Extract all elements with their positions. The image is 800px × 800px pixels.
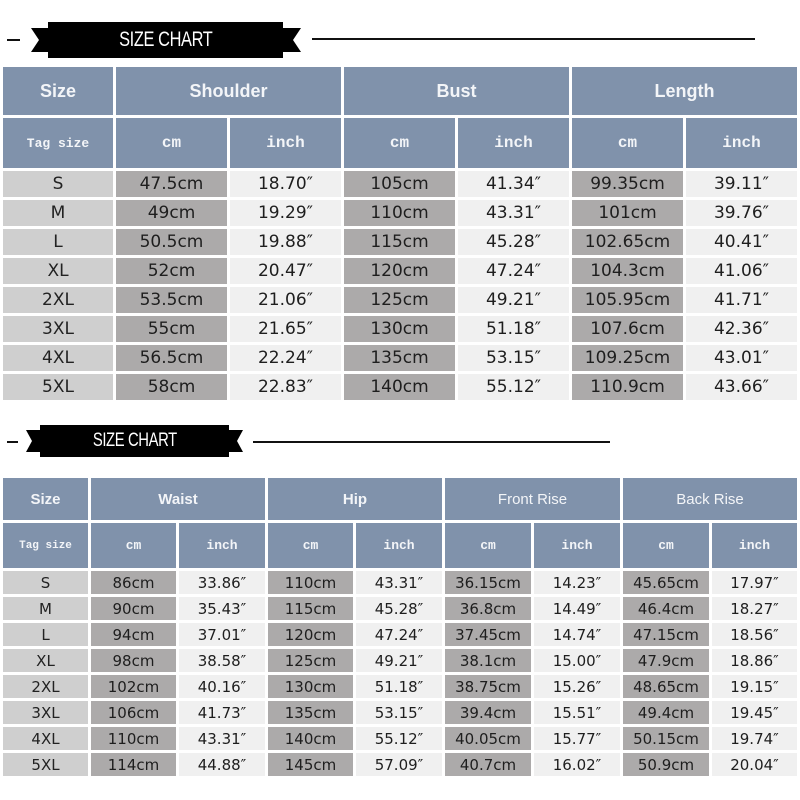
size-cell: S bbox=[3, 571, 88, 594]
hip-cm-cell: 120cm bbox=[268, 623, 353, 646]
subheader-cm: cm bbox=[445, 523, 531, 568]
hip-cm-cell: 145cm bbox=[268, 753, 353, 776]
waist-in-cell: 40.16″ bbox=[179, 675, 265, 698]
hip-cm-cell: 115cm bbox=[268, 597, 353, 620]
subheader-cm: cm bbox=[344, 118, 455, 168]
front-in-cell: 15.00″ bbox=[534, 649, 620, 672]
bust-cm-cell: 140cm bbox=[344, 374, 455, 400]
shoulder-in-cell: 19.88″ bbox=[230, 229, 341, 255]
header-size: Size bbox=[3, 67, 113, 115]
table-row bbox=[3, 374, 797, 400]
back-cm-cell: 50.15cm bbox=[623, 727, 709, 750]
waist-cm-cell: 114cm bbox=[91, 753, 176, 776]
back-in-cell: 20.04″ bbox=[712, 753, 797, 776]
header-shoulder: Shoulder bbox=[116, 67, 341, 115]
bust-in-cell: 49.21″ bbox=[458, 287, 569, 313]
back-in-cell: 17.97″ bbox=[712, 571, 797, 594]
back-cm-cell: 47.15cm bbox=[623, 623, 709, 646]
length-in-cell: 41.06″ bbox=[686, 258, 797, 284]
header-hip: Hip bbox=[268, 478, 442, 520]
subheader-inch: inch bbox=[356, 523, 442, 568]
banner-title: SIZE CHART bbox=[92, 430, 177, 451]
size-cell: S bbox=[3, 171, 113, 197]
table-row bbox=[3, 258, 797, 284]
waist-cm-cell: 102cm bbox=[91, 675, 176, 698]
subheader-cm: cm bbox=[623, 523, 709, 568]
waist-cm-cell: 110cm bbox=[91, 727, 176, 750]
subheader-inch: inch bbox=[179, 523, 265, 568]
back-in-cell: 18.86″ bbox=[712, 649, 797, 672]
subheader-row bbox=[3, 118, 797, 168]
bust-in-cell: 43.31″ bbox=[458, 200, 569, 226]
subheader-row bbox=[3, 523, 797, 568]
waist-cm-cell: 94cm bbox=[91, 623, 176, 646]
bust-in-cell: 51.18″ bbox=[458, 316, 569, 342]
back-in-cell: 19.45″ bbox=[712, 701, 797, 724]
hip-in-cell: 51.18″ bbox=[356, 675, 442, 698]
shoulder-cm-cell: 53.5cm bbox=[116, 287, 227, 313]
shoulder-cm-cell: 56.5cm bbox=[116, 345, 227, 371]
shoulder-cm-cell: 55cm bbox=[116, 316, 227, 342]
size-cell: 5XL bbox=[3, 374, 113, 400]
front-cm-cell: 37.45cm bbox=[445, 623, 531, 646]
waist-cm-cell: 106cm bbox=[91, 701, 176, 724]
length-cm-cell: 101cm bbox=[572, 200, 683, 226]
bust-in-cell: 41.34″ bbox=[458, 171, 569, 197]
back-cm-cell: 45.65cm bbox=[623, 571, 709, 594]
top-size-table bbox=[0, 64, 800, 403]
subheader-inch: inch bbox=[230, 118, 341, 168]
back-cm-cell: 47.9cm bbox=[623, 649, 709, 672]
length-cm-cell: 102.65cm bbox=[572, 229, 683, 255]
banner-title: SIZE CHART bbox=[118, 28, 213, 51]
back-cm-cell: 50.9cm bbox=[623, 753, 709, 776]
subheader-inch: inch bbox=[458, 118, 569, 168]
bust-cm-cell: 120cm bbox=[344, 258, 455, 284]
table-row bbox=[3, 753, 797, 776]
length-cm-cell: 107.6cm bbox=[572, 316, 683, 342]
subheader-tag-size: Tag size bbox=[3, 118, 113, 168]
size-cell: 3XL bbox=[3, 701, 88, 724]
front-in-cell: 15.26″ bbox=[534, 675, 620, 698]
bottom-size-table bbox=[0, 475, 800, 779]
hip-in-cell: 43.31″ bbox=[356, 571, 442, 594]
table-row bbox=[3, 649, 797, 672]
hip-in-cell: 45.28″ bbox=[356, 597, 442, 620]
front-in-cell: 15.51″ bbox=[534, 701, 620, 724]
bust-cm-cell: 130cm bbox=[344, 316, 455, 342]
length-cm-cell: 104.3cm bbox=[572, 258, 683, 284]
hip-in-cell: 57.09″ bbox=[356, 753, 442, 776]
header-waist: Waist bbox=[91, 478, 265, 520]
length-in-cell: 43.66″ bbox=[686, 374, 797, 400]
shoulder-in-cell: 22.24″ bbox=[230, 345, 341, 371]
bust-cm-cell: 115cm bbox=[344, 229, 455, 255]
table-row bbox=[3, 200, 797, 226]
size-cell: 4XL bbox=[3, 345, 113, 371]
shoulder-in-cell: 22.83″ bbox=[230, 374, 341, 400]
front-cm-cell: 36.15cm bbox=[445, 571, 531, 594]
bottom-size-chart-banner bbox=[0, 420, 800, 470]
waist-in-cell: 35.43″ bbox=[179, 597, 265, 620]
table-row bbox=[3, 727, 797, 750]
bust-cm-cell: 135cm bbox=[344, 345, 455, 371]
length-in-cell: 39.11″ bbox=[686, 171, 797, 197]
table-row bbox=[3, 171, 797, 197]
size-cell: XL bbox=[3, 649, 88, 672]
table-row bbox=[3, 597, 797, 620]
front-cm-cell: 38.75cm bbox=[445, 675, 531, 698]
banner-right-line bbox=[312, 38, 755, 40]
table-row bbox=[3, 571, 797, 594]
shoulder-cm-cell: 58cm bbox=[116, 374, 227, 400]
shoulder-in-cell: 20.47″ bbox=[230, 258, 341, 284]
front-in-cell: 14.49″ bbox=[534, 597, 620, 620]
header-size: Size bbox=[3, 478, 88, 520]
waist-in-cell: 43.31″ bbox=[179, 727, 265, 750]
subheader-inch: inch bbox=[534, 523, 620, 568]
front-cm-cell: 40.7cm bbox=[445, 753, 531, 776]
shoulder-in-cell: 18.70″ bbox=[230, 171, 341, 197]
table-row bbox=[3, 316, 797, 342]
size-cell: 2XL bbox=[3, 675, 88, 698]
hip-cm-cell: 125cm bbox=[268, 649, 353, 672]
table-row bbox=[3, 229, 797, 255]
banner-right-line bbox=[253, 441, 610, 443]
header-back-rise: Back Rise bbox=[623, 478, 797, 520]
front-cm-cell: 39.4cm bbox=[445, 701, 531, 724]
waist-cm-cell: 98cm bbox=[91, 649, 176, 672]
hip-in-cell: 53.15″ bbox=[356, 701, 442, 724]
subheader-inch: inch bbox=[686, 118, 797, 168]
shoulder-cm-cell: 50.5cm bbox=[116, 229, 227, 255]
size-cell: L bbox=[3, 229, 113, 255]
size-cell: 5XL bbox=[3, 753, 88, 776]
header-bust: Bust bbox=[344, 67, 569, 115]
back-cm-cell: 46.4cm bbox=[623, 597, 709, 620]
subheader-cm: cm bbox=[116, 118, 227, 168]
top-size-chart-banner bbox=[0, 0, 800, 64]
back-in-cell: 18.27″ bbox=[712, 597, 797, 620]
subheader-tag-size: Tag size bbox=[3, 523, 88, 568]
table-row bbox=[3, 287, 797, 313]
subheader-cm: cm bbox=[268, 523, 353, 568]
front-cm-cell: 38.1cm bbox=[445, 649, 531, 672]
waist-in-cell: 44.88″ bbox=[179, 753, 265, 776]
size-cell: 2XL bbox=[3, 287, 113, 313]
back-in-cell: 18.56″ bbox=[712, 623, 797, 646]
shoulder-cm-cell: 47.5cm bbox=[116, 171, 227, 197]
length-in-cell: 42.36″ bbox=[686, 316, 797, 342]
shoulder-cm-cell: 52cm bbox=[116, 258, 227, 284]
subheader-inch: inch bbox=[712, 523, 797, 568]
hip-cm-cell: 110cm bbox=[268, 571, 353, 594]
front-in-cell: 14.23″ bbox=[534, 571, 620, 594]
bottom-table-body bbox=[3, 571, 797, 776]
front-in-cell: 16.02″ bbox=[534, 753, 620, 776]
header-row bbox=[3, 478, 797, 520]
header-length: Length bbox=[572, 67, 797, 115]
hip-in-cell: 55.12″ bbox=[356, 727, 442, 750]
length-in-cell: 39.76″ bbox=[686, 200, 797, 226]
length-cm-cell: 105.95cm bbox=[572, 287, 683, 313]
back-in-cell: 19.15″ bbox=[712, 675, 797, 698]
table-row bbox=[3, 623, 797, 646]
length-cm-cell: 109.25cm bbox=[572, 345, 683, 371]
size-cell: M bbox=[3, 597, 88, 620]
size-cell: L bbox=[3, 623, 88, 646]
bust-cm-cell: 105cm bbox=[344, 171, 455, 197]
size-cell: 3XL bbox=[3, 316, 113, 342]
size-cell: 4XL bbox=[3, 727, 88, 750]
shoulder-cm-cell: 49cm bbox=[116, 200, 227, 226]
length-in-cell: 40.41″ bbox=[686, 229, 797, 255]
ribbon-right-tail-icon bbox=[281, 28, 301, 52]
size-cell: M bbox=[3, 200, 113, 226]
shoulder-in-cell: 21.65″ bbox=[230, 316, 341, 342]
back-in-cell: 19.74″ bbox=[712, 727, 797, 750]
banner-left-dash bbox=[7, 39, 20, 41]
bust-cm-cell: 125cm bbox=[344, 287, 455, 313]
hip-cm-cell: 130cm bbox=[268, 675, 353, 698]
bust-cm-cell: 110cm bbox=[344, 200, 455, 226]
length-in-cell: 43.01″ bbox=[686, 345, 797, 371]
waist-in-cell: 37.01″ bbox=[179, 623, 265, 646]
bust-in-cell: 47.24″ bbox=[458, 258, 569, 284]
table-row bbox=[3, 675, 797, 698]
table-row bbox=[3, 701, 797, 724]
hip-in-cell: 49.21″ bbox=[356, 649, 442, 672]
waist-in-cell: 41.73″ bbox=[179, 701, 265, 724]
length-in-cell: 41.71″ bbox=[686, 287, 797, 313]
back-cm-cell: 49.4cm bbox=[623, 701, 709, 724]
bust-in-cell: 55.12″ bbox=[458, 374, 569, 400]
subheader-cm: cm bbox=[572, 118, 683, 168]
table-row bbox=[3, 345, 797, 371]
back-cm-cell: 48.65cm bbox=[623, 675, 709, 698]
waist-in-cell: 33.86″ bbox=[179, 571, 265, 594]
ribbon-right-tail-icon bbox=[227, 430, 243, 452]
waist-in-cell: 38.58″ bbox=[179, 649, 265, 672]
shoulder-in-cell: 21.06″ bbox=[230, 287, 341, 313]
subheader-cm: cm bbox=[91, 523, 176, 568]
length-cm-cell: 110.9cm bbox=[572, 374, 683, 400]
bust-in-cell: 45.28″ bbox=[458, 229, 569, 255]
waist-cm-cell: 90cm bbox=[91, 597, 176, 620]
front-cm-cell: 40.05cm bbox=[445, 727, 531, 750]
top-table-body bbox=[3, 171, 797, 400]
shoulder-in-cell: 19.29″ bbox=[230, 200, 341, 226]
hip-cm-cell: 135cm bbox=[268, 701, 353, 724]
length-cm-cell: 99.35cm bbox=[572, 171, 683, 197]
header-front-rise: Front Rise bbox=[445, 478, 620, 520]
waist-cm-cell: 86cm bbox=[91, 571, 176, 594]
front-in-cell: 15.77″ bbox=[534, 727, 620, 750]
banner-left-dash bbox=[7, 441, 18, 443]
front-cm-cell: 36.8cm bbox=[445, 597, 531, 620]
size-cell: XL bbox=[3, 258, 113, 284]
header-row bbox=[3, 67, 797, 115]
front-in-cell: 14.74″ bbox=[534, 623, 620, 646]
bust-in-cell: 53.15″ bbox=[458, 345, 569, 371]
hip-in-cell: 47.24″ bbox=[356, 623, 442, 646]
hip-cm-cell: 140cm bbox=[268, 727, 353, 750]
